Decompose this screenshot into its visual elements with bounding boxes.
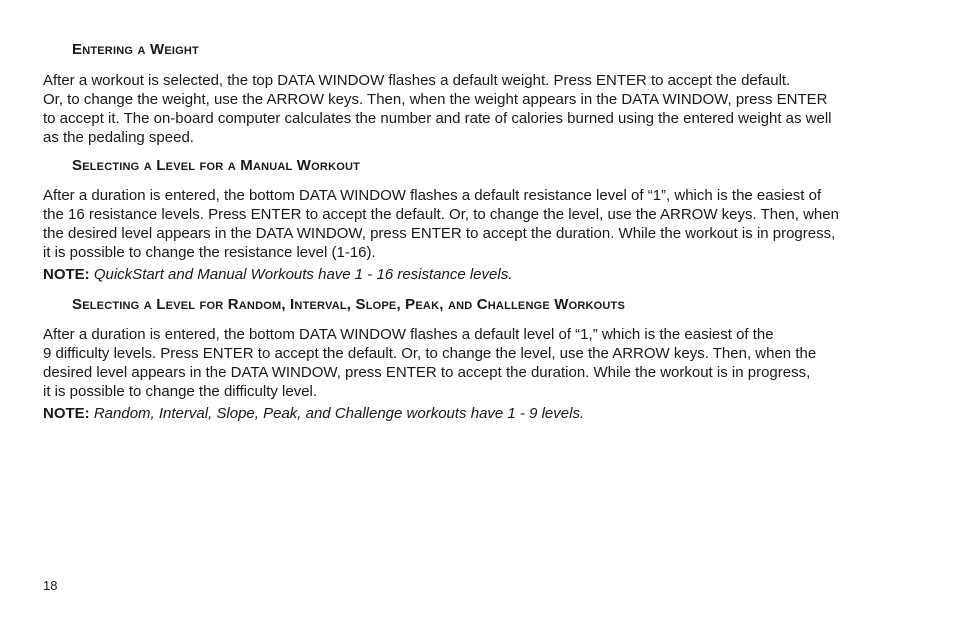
section-heading-other-workouts: Selecting a Level for Random, Interval, Slope, Peak, and Challenge Workouts [72, 296, 626, 313]
paragraph-line: to accept it. The on-board computer calculates the number and rate of calories burned using the entered weight as well [43, 110, 832, 127]
paragraph-line: desired level appears in the DATA WINDOW, press ENTER to accept the duration. While the workout is in progress, [43, 364, 811, 381]
note-text: Random, Interval, Slope, Peak, and Challenge workouts have 1 - 9 levels. [93, 405, 585, 422]
paragraph-line: After a duration is entered, the bottom DATA WINDOW flashes a default level of “1,” which is the easiest of the [43, 326, 774, 343]
section-paragraph-manual-workout [43, 186, 903, 262]
paragraph-line: the 16 resistance levels. Press ENTER to accept the default. Or, to change the level, use the ARROW keys. Then, when [43, 206, 839, 223]
page-number: 18 [43, 578, 58, 593]
paragraph-line: it is possible to change the difficulty level. [43, 383, 318, 400]
note-text: QuickStart and Manual Workouts have 1 - 16 resistance levels. [93, 266, 513, 283]
paragraph-line: the desired level appears in the DATA WINDOW, press ENTER to accept the duration. While the workout is in progress, [43, 225, 836, 242]
paragraph-line: After a workout is selected, the top DATA WINDOW flashes a default weight. Press ENTER to accept the default. [43, 72, 791, 89]
note-label: NOTE: [43, 266, 90, 283]
section-paragraph-entering-weight [43, 71, 903, 147]
note-other-workouts [43, 404, 584, 423]
note-manual-workout [43, 265, 512, 284]
section-heading-entering-weight: Entering a Weight [72, 41, 199, 58]
paragraph-line: as the pedaling speed. [43, 129, 194, 146]
paragraph-line: it is possible to change the resistance level (1-16). [43, 244, 376, 261]
paragraph-line: Or, to change the weight, use the ARROW keys. Then, when the weight appears in the DATA WINDOW, press ENTER [43, 91, 828, 108]
section-heading-manual-workout: Selecting a Level for a Manual Workout [72, 157, 361, 174]
section-paragraph-other-workouts [43, 325, 903, 401]
paragraph-line: After a duration is entered, the bottom DATA WINDOW flashes a default resistance level of “1”, which is the easiest of [43, 187, 822, 204]
paragraph-line: 9 difficulty levels. Press ENTER to accept the default. Or, to change the level, use the ARROW keys. Then, when the [43, 345, 817, 362]
note-label: NOTE: [43, 405, 90, 422]
